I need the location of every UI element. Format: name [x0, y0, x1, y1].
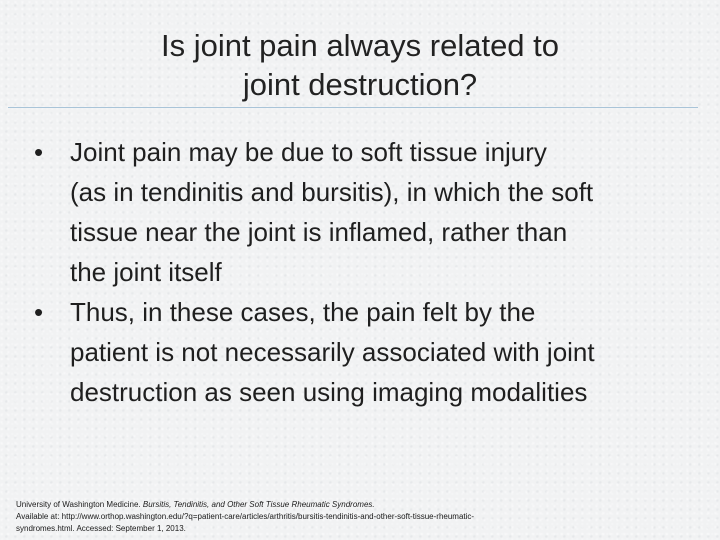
bullet-item-2	[34, 292, 704, 412]
reference-line-2: Available at: http://www.orthop.washington.edu/?q=patient-care/articles/arthritis/bursitis-tendinitis-and-other-soft-tissue-rheumatic-	[16, 512, 475, 521]
reference-source: University of Washington Medicine.	[16, 500, 143, 509]
bullet-1-line-3: tissue near the joint is inflamed, rather than	[70, 217, 568, 247]
slide-title	[40, 26, 680, 104]
bullet-item-1	[34, 132, 704, 292]
reference-citation	[16, 499, 616, 535]
bullet-2-line-3: destruction as seen using imaging modalities	[70, 377, 588, 407]
reference-line-1	[16, 499, 616, 511]
reference-article-title: Bursitis, Tendinitis, and Other Soft Tissue Rheumatic Syndromes.	[142, 500, 375, 509]
bullet-2-line-1: Thus, in these cases, the pain felt by the	[70, 297, 536, 327]
reference-line-3: syndromes.html. Accessed: September 1, 2013.	[16, 524, 186, 533]
title-line-1: Is joint pain always related to	[160, 28, 560, 63]
bullet-icon: •	[34, 137, 44, 167]
bullet-1-line-2: (as in tendinitis and bursitis), in which the soft	[70, 177, 594, 207]
bullet-1-line-4: the joint itself	[70, 257, 222, 287]
bullet-1-line-1: Joint pain may be due to soft tissue injury	[70, 137, 547, 167]
title-divider	[8, 107, 698, 108]
title-line-2: joint destruction?	[242, 67, 478, 102]
bullet-icon: •	[34, 297, 44, 327]
bullet-list	[34, 132, 704, 412]
bullet-2-line-2: patient is not necessarily associated with joint	[70, 337, 595, 367]
